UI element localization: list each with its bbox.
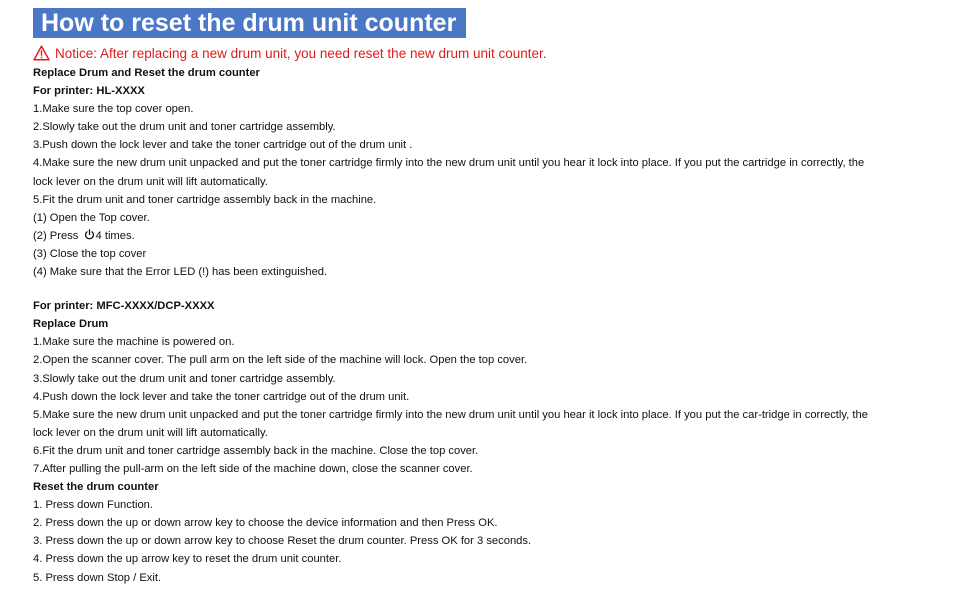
section2-reset-step-2: 2. Press down the up or down arrow key to choose the device information and then Press OK. [33,517,498,530]
reset-step-2-suffix: 4 times. [95,229,135,242]
document-page [33,8,953,587]
warning-triangle-icon [33,45,50,61]
section2-step-1: 1.Make sure the machine is powered on. [33,336,235,349]
section2-step-4: 4.Push down the lock lever and take the toner cartridge out of the drum unit. [33,390,410,403]
section2-step-2: 2.Open the scanner cover. The pull arm on the left side of the machine will lock. Open the top cover. [33,354,528,367]
section2-heading: Replace Drum [33,318,109,331]
section1-step-4: 4.Make sure the new drum unit unpacked and put the toner cartridge firmly into the new drum unit until you hear it lock into place. If you put the cartridge in correctly, the lock lever on the drum unit will lift automatically. [33,157,865,188]
section2-step-6: 6.Fit the drum unit and toner cartridge assembly back in the machine. Close the top cover. [33,444,479,457]
section2-reset-step-1: 1. Press down Function. [33,499,154,512]
section1-step-5: 5.Fit the drum unit and toner cartridge assembly back in the machine. [33,193,377,206]
section2-printer: For printer: MFC-XXXX/DCP-XXXX [33,300,215,313]
section2-reset-step-4: 4. Press down the up arrow key to reset the drum unit counter. [33,553,342,566]
section1-heading: Replace Drum and Reset the drum counter [33,67,260,79]
section1-step-2: 2.Slowly take out the drum unit and toner cartridge assembly. [33,121,336,134]
section2-step-5: 5.Make sure the new drum unit unpacked and put the toner cartridge firmly into the new drum unit until you hear it lock into place. If you put the car-tridge in correctly, the lock lever on the drum unit will lift automatically. [33,408,868,439]
section2-step-3: 3.Slowly take out the drum unit and toner cartridge assembly. [33,372,336,385]
section1-reset-step-2 [33,227,953,245]
section2-reset-step-3: 3. Press down the up or down arrow key to choose Reset the drum counter. Press OK for 3 seconds. [33,535,532,548]
section-spacer [33,281,953,297]
section1-reset-step-1: (1) Open the Top cover. [33,211,150,224]
notice-banner [33,42,953,64]
reset-step-2-prefix: (2) Press [33,229,82,242]
notice-text: Notice: After replacing a new drum unit, you need reset the new drum unit counter. [55,45,547,61]
section1-step-3: 3.Push down the lock lever and take the toner cartridge out of the drum unit . [33,139,413,152]
page-title: How to reset the drum unit counter [33,8,466,38]
section1-reset-step-3: (3) Close the top cover [33,247,147,260]
section2-step-7: 7.After pulling the pull-arm on the left side of the machine down, close the scanner cover. [33,462,473,475]
section1-printer: For printer: HL-XXXX [33,85,145,98]
section2-reset-step-5: 5. Press down Stop / Exit. [33,571,162,584]
section1-step-1: 1.Make sure the top cover open. [33,103,194,116]
section2-reset-heading: Reset the drum counter [33,481,159,494]
section1-reset-step-4: (4) Make sure that the Error LED (!) has been extinguished. [33,266,328,279]
power-icon [84,229,95,240]
